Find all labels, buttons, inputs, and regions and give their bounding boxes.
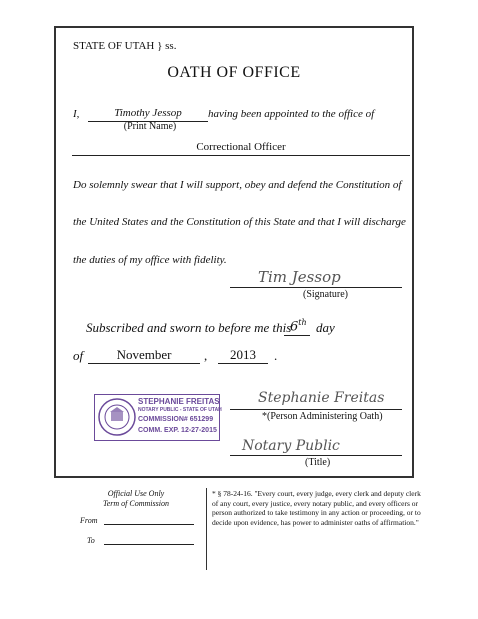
state-line: STATE OF UTAH } ss.	[73, 40, 177, 52]
year-underline	[218, 363, 268, 364]
title-label: (Title)	[305, 457, 331, 468]
seal-title: NOTARY PUBLIC - STATE OF UTAH	[138, 407, 222, 413]
from-label: From	[80, 516, 98, 525]
statute-footnote: * § 78-24-16. "Every court, every judge, every clerk and deputy clerk of any court, every justice, every notary public, and every officers or person authorized to take testimony in any action or proceeding, or to decide upon evidence, has power to administer oaths of affirmation."	[212, 489, 421, 527]
from-field[interactable]	[104, 524, 194, 525]
to-field[interactable]	[104, 544, 194, 545]
administering-label: *(Person Administering Oath)	[262, 411, 383, 422]
oath-line-1: Do solemnly swear that I will support, obey and defend the Constitution of	[73, 179, 402, 191]
appointed-text: having been appointed to the office of	[208, 108, 375, 120]
sworn-prefix: Subscribed and sworn to before me this	[86, 320, 292, 335]
signature-handwritten: Tim Jessop	[258, 268, 341, 286]
seal-commission: COMMISSION# 651299	[138, 416, 214, 423]
print-name-value: Timothy Jessop	[114, 107, 182, 119]
office-value: Correctional Officer	[196, 141, 286, 153]
seal-name: STEPHANIE FREITAS	[138, 397, 220, 406]
signature-underline	[230, 287, 402, 288]
signature-label: (Signature)	[303, 289, 348, 300]
sworn-day-suffix: th	[298, 318, 307, 327]
print-name-label: (Print Name)	[123, 121, 177, 132]
administering-signature: Stephanie Freitas	[258, 390, 385, 406]
oath-line-3: the duties of my office with fidelity.	[73, 254, 227, 266]
of-label: of	[73, 348, 84, 363]
state-seal-icon	[97, 397, 137, 437]
to-label: To	[87, 536, 95, 545]
i-label: I,	[73, 108, 80, 120]
seal-expiration: COMM. EXP. 12-27-2015	[138, 427, 217, 434]
sworn-day: 6th	[290, 318, 307, 335]
sworn-month: November	[116, 347, 172, 362]
administering-underline	[230, 409, 402, 410]
title-handwritten: Notary Public	[242, 438, 340, 454]
date-comma: ,	[204, 348, 208, 363]
title-underline	[230, 455, 402, 456]
term-of-commission-heading: Term of Commission	[103, 499, 169, 508]
document-title: OATH OF OFFICE	[167, 64, 301, 81]
footer-divider	[206, 488, 207, 570]
date-period: .	[274, 348, 278, 363]
day-underline	[284, 335, 310, 336]
office-underline	[72, 155, 410, 156]
sworn-year: 2013	[230, 347, 256, 362]
oath-line-2: the United States and the Constitution of this State and that I will discharge	[73, 216, 406, 228]
official-use-heading: Official Use Only	[107, 489, 165, 498]
day-label: day	[316, 320, 335, 335]
month-underline	[88, 363, 200, 364]
